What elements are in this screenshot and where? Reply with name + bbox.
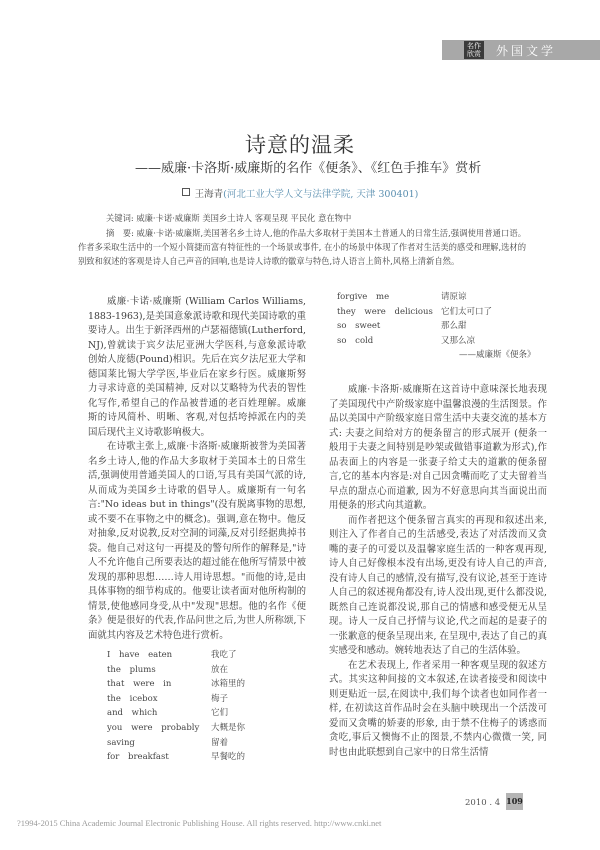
abstract: 摘 要: 威廉·卡诺·威廉斯,美国著名乡土诗人,他的作品大多取材于美国本土普通人的日常生活,强调使用普通口语。作者多采取生活中的一个短小简捷而富有特征性的一个场景或事件, 在小的场景中体现了作者对生活美的感受和理解,选材的别致和叙述的客观是诗人自己声音的回响,也是诗人诗歌的徽章与特色,诗人语言上简朴,风格上清新自然。 [78, 228, 526, 266]
poem-english: you were probably [107, 722, 200, 733]
poem-chinese: 梅子 [211, 693, 229, 704]
poem-english: that were in [107, 679, 172, 690]
poem-english: and which [107, 708, 158, 719]
poem-line [107, 692, 245, 707]
poem-line [107, 706, 245, 721]
poem-chinese: 它们 [211, 708, 229, 719]
poem-line [337, 319, 536, 334]
poem-chinese: 放在 [211, 664, 229, 675]
author-name: 王海青 [194, 189, 224, 200]
poem-line [107, 721, 245, 736]
body-paragraph: 在诗歌主张上,威廉·卡洛斯·威廉斯被誉为美国著名乡土诗人,他的作品大多取材于美国本土的日常生活,强调使用普通美国人的口语,写具有美国气派的诗,从而成为美国乡土诗歌的倡导人。威廉斯有一句名言:"No ideas but in things"(没有脱离事物的思想,或不要不在事物之中的概念)。强调,意在物中。他反对抽象,反对说教,反对空洞的词藻,反对引经据典掉书袋。他自己对这句一再提及的警句所作的解释是,"诗人不允许他自己所要表达的超过能在他所写情景中被发现的那种思想……诗人用诗思想。"而他的诗,是由具体事物的细节构成的。他要让读者面对他所构制的情景,使他感同身受,从中"发现"思想。他的名作《便条》便是很好的代表,作品问世之后,为世人所称颂,下面就其内容及艺术特色进行赏析。 [88, 441, 306, 641]
poem-chinese: 它们太可口了 [441, 306, 493, 317]
body-paragraph: 而作者把这个便条留言真实的再现和叙述出来,则注入了作者自己的生活感受,表达了对活泼而又贪嘴的妻子的可爱以及温馨家庭生活的一种客观再现,诗人自己好像根本没有出场,更没有诗人自己的声音,没有诗人自己的感情,没有描写,没有议论,甚至于连诗人自己的叙述视角都没有,诗人没出现,更什么都没说,既然自己连说都没说,那自己的情感和感受便无从呈现。诗人一反自己抒情与议论,代之而起的是妻子的一张歉意的便条呈现出来, 在呈现中,表达了自己的真实感受和感动。婉转地表达了自己的生活体验。 [329, 514, 547, 656]
issue-date: 2010 . 4 [465, 798, 501, 808]
poem-english: I have eaten [107, 650, 173, 660]
author-line [0, 186, 600, 200]
poem-block-left [107, 648, 245, 765]
poem-line [337, 305, 536, 320]
poem-english: the plums [107, 664, 156, 675]
article-title: 诗意的温柔 [245, 133, 355, 157]
poem-chinese: 冰箱里的 [211, 679, 246, 690]
page-number: 109 [506, 793, 523, 810]
poem-english: so cold [337, 335, 374, 346]
poem-line [107, 750, 245, 765]
body-paragraph: 威廉·卡洛斯·威廉斯在这首诗中意味深长地表现了美国现代中产阶级家庭中温馨浪漫的生活图景。作品以美国中产阶级家庭日常生活中夫妻交流的基本方式: 夫妻之间给对方的便条留言的形式展开 (便条一般用于夫妻之间特别是吵架或做错事道歉为形式),作品表面上的内容是一张妻子给丈夫的道歉的便条留言,它的基本内容是:对自己因贪嘴而吃了丈夫留着当早点的甜点心而道歉, 因为不好意思向其当面说出而用便条的形式向其道歉。 [329, 384, 547, 511]
poem-english: so sweet [337, 321, 381, 332]
section-title: 外国文学 [496, 43, 557, 58]
poem-chinese: 大概是你 [211, 722, 246, 733]
poem-line [107, 663, 245, 678]
body-column-left [88, 295, 306, 643]
poem-line [107, 677, 245, 692]
poem-english: for breakfast [107, 752, 169, 763]
poem-line [107, 648, 245, 663]
poem-line [107, 736, 245, 751]
body-paragraph: 在艺术表现上, 作者采用一种客观呈现的叙述方式。其实这种间接的文本叙述,在读者接受和阅读中则更贴近一层,在阅读中,我们每个读者也如同作者一样, 在初读这首作品时会在头脑中映现出一个活泼可爱而又贪嘴的娇妻的形象, 由于禁不住梅子的诱惑而贪吃,事后又懊悔不止的图景,不禁内心微微一笑, 同时也由此联想到自己家中的日常生活情 [329, 659, 547, 758]
poem-chinese: 又那么凉 [441, 335, 476, 346]
body-paragraph: 威廉·卡诺·威廉斯 (William Carlos Williams, 1883-1963),是美国意象派诗歌和现代美国诗歌的重要诗人。出生于新泽西州的卢瑟福德镇(Lutherford, NJ),曾就读于宾夕法尼亚洲大学医科,与意象派诗歌创始人庞德(Pound)相识。先后在宾夕法尼亚大学和德国莱比锡大学学医,毕业后在家乡行医。威廉斯努力寻求诗意的美国精神, 反对以艾略特为代表的智性化写作,希望自己的作品被普通的老百姓理解。威廉斯的诗风简朴、明晰、客观,对包括垮掉派在内的美国后现代主义诗歌影响极大。 [88, 296, 306, 438]
poem-english: forgive me [337, 292, 390, 302]
poem-chinese: 留着 [211, 737, 229, 748]
keywords: 关键词: 威廉·卡诺·威廉斯 美国乡土诗人 客观呈现 平民化 意在物中 [106, 213, 352, 223]
badge-line-1: 名作 [467, 42, 481, 50]
poem-attribution: ——威廉斯《便条》 [459, 350, 536, 361]
copyright-notice: ?1994-2015 China Academic Journal Electronic Publishing House. All rights reserved. http://www.cnki.net [17, 818, 382, 828]
poem-line [337, 290, 536, 305]
badge-line-2: 欣赏 [467, 50, 481, 58]
poem-chinese: 我吃了 [211, 650, 237, 660]
author-affiliation: (河北工业大学人文与法律学院, 天津 300401) [223, 189, 419, 200]
column-badge [464, 41, 484, 59]
poem-block-right [337, 290, 536, 363]
poem-english: saving [107, 737, 135, 748]
poem-english: they were delicious [337, 306, 433, 317]
poem-chinese: 请原谅 [441, 292, 467, 302]
poem-line [337, 334, 536, 349]
square-bullet-icon [182, 188, 190, 196]
body-column-right [329, 383, 547, 760]
poem-chinese: 早餐吃的 [211, 752, 246, 763]
section-header-bar [442, 40, 600, 60]
poem-english: the icebox [107, 693, 158, 704]
article-subtitle: ——威廉·卡洛斯·威廉斯的名作《便条》、《红色手推车》赏析 [135, 161, 482, 176]
poem-chinese: 那么甜 [441, 321, 467, 332]
